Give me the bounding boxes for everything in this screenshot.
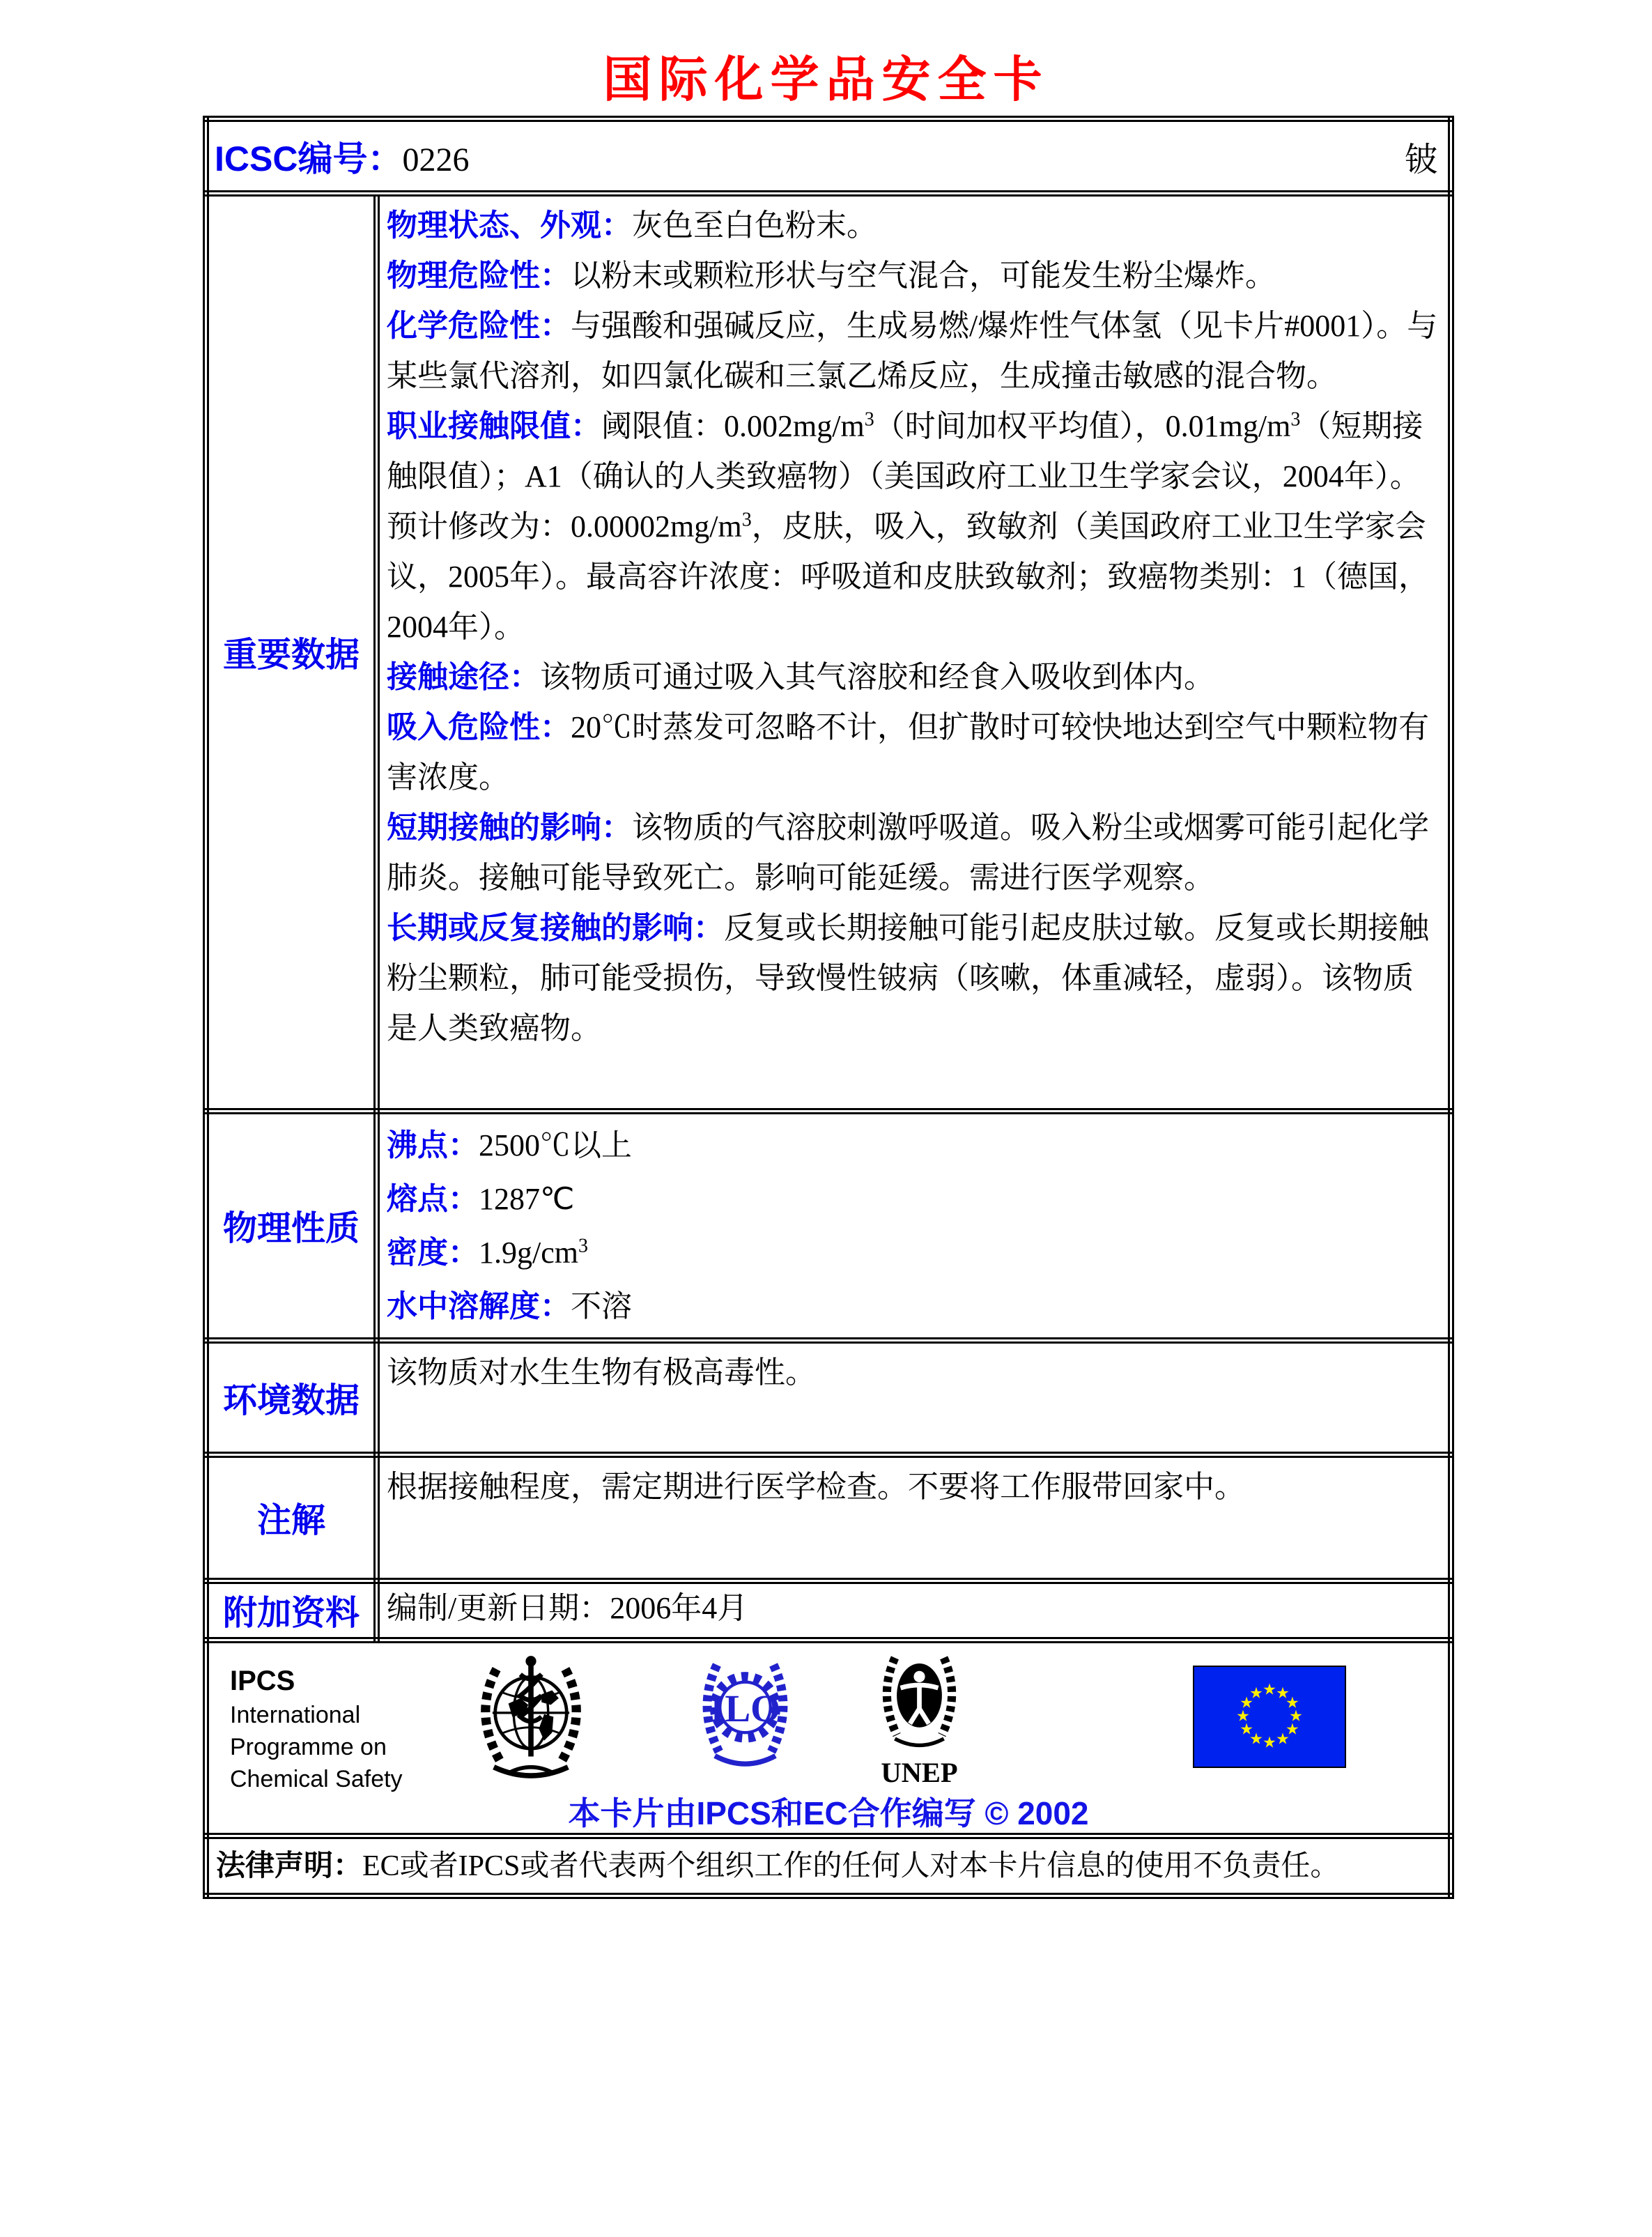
item-text: 1.9g/cm bbox=[479, 1236, 578, 1270]
item-text: 1287℃ bbox=[479, 1182, 575, 1216]
copyright-line: 本卡片由IPCS和EC合作编写 © 2002 bbox=[568, 1795, 1089, 1831]
environmental-data-row bbox=[206, 1341, 1451, 1455]
important-data-content bbox=[377, 194, 1451, 1112]
item-label: 接触途径： bbox=[387, 660, 540, 694]
item-additional-info bbox=[387, 1588, 1439, 1629]
important-data-row bbox=[206, 194, 1451, 1112]
ipcs-line: Programme on bbox=[230, 1734, 387, 1760]
item-melting-point bbox=[387, 1172, 1439, 1226]
superscript: 3 bbox=[1290, 408, 1301, 431]
item-water-solubility bbox=[387, 1279, 1439, 1333]
item-inhalation-risk bbox=[387, 702, 1439, 803]
item-text: （时间加权平均值），0.01mg/m bbox=[874, 409, 1291, 443]
item-label: 物理状态、外观： bbox=[387, 208, 632, 243]
legal-text: EC或者IPCS或者代表两个组织工作的任何人对本卡片信息的使用不负责任。 bbox=[362, 1850, 1340, 1882]
icsc-number-value: 0226 bbox=[402, 141, 470, 178]
item-label: 化学危险性： bbox=[387, 309, 571, 343]
header-row bbox=[206, 119, 1451, 194]
item-text: 20℃时蒸发可忽略不计，但扩散时可较快地达到空气中颗粒物有害浓度。 bbox=[387, 710, 1429, 794]
item-physical-danger bbox=[387, 251, 1439, 301]
item-text: 该物质对水生生物有极高毒性。 bbox=[387, 1355, 816, 1390]
environmental-data-content bbox=[377, 1341, 1451, 1455]
chemical-name: 铍 bbox=[1404, 141, 1438, 178]
section-label-notes: 注解 bbox=[206, 1455, 377, 1581]
item-physical-state bbox=[387, 201, 1439, 251]
ipcs-acronym: IPCS bbox=[230, 1666, 295, 1696]
unep-label: UNEP bbox=[881, 1757, 958, 1789]
item-text: 该物质可通过吸入其气溶胶和经食入吸收到体内。 bbox=[540, 660, 1214, 694]
ipcs-text-block bbox=[230, 1663, 403, 1795]
item-exposure-routes bbox=[387, 652, 1439, 702]
notes-row bbox=[206, 1455, 1451, 1581]
item-label: 长期或反复接触的影响： bbox=[387, 911, 724, 945]
icsc-card-table bbox=[203, 116, 1454, 1899]
section-label-important-data: 重要数据 bbox=[206, 194, 377, 1112]
header-cell bbox=[206, 119, 1451, 194]
item-density bbox=[387, 1226, 1439, 1279]
logos-row bbox=[206, 1640, 1451, 1836]
svg-text:ILO: ILO bbox=[709, 1687, 781, 1730]
item-text: 以粉末或颗粒形状与空气混合，可能发生粉尘爆炸。 bbox=[571, 259, 1276, 293]
item-long-term-effects bbox=[387, 903, 1439, 1054]
logos-cell bbox=[206, 1640, 1451, 1836]
physical-properties-row bbox=[206, 1112, 1451, 1341]
item-label: 密度： bbox=[387, 1236, 479, 1270]
item-boiling-point bbox=[387, 1118, 1439, 1172]
item-notes bbox=[387, 1462, 1439, 1512]
section-label-environmental-data: 环境数据 bbox=[206, 1341, 377, 1455]
ipcs-line: International bbox=[230, 1702, 361, 1728]
physical-properties-content bbox=[377, 1112, 1451, 1341]
item-text: 反复或长期接触可能引起皮肤过敏。反复或长期接触粉尘颗粒，肺可能受损伤，导致慢性铍病（咳嗽，体重减轻，虚弱）。该物质是人类致癌物。 bbox=[387, 911, 1429, 1045]
item-label: 水中溶解度： bbox=[387, 1289, 571, 1323]
additional-info-content bbox=[377, 1581, 1451, 1640]
item-label: 物理危险性： bbox=[387, 259, 571, 293]
item-text: ，皮肤，吸入，致敏剂（美国政府工业卫生学家会议，2005年）。最高容许浓度：呼吸道和皮肤致敏剂；致癌物类别：1（德国，2004年）。 bbox=[387, 509, 1429, 644]
item-environmental bbox=[387, 1348, 1439, 1398]
superscript: 3 bbox=[578, 1235, 588, 1257]
item-label: 编制/更新日期： bbox=[387, 1591, 610, 1625]
who-emblem-icon bbox=[465, 1649, 597, 1785]
item-label: 熔点： bbox=[387, 1182, 479, 1216]
legal-row bbox=[206, 1836, 1451, 1896]
item-label: 沸点： bbox=[387, 1128, 479, 1162]
legal-cell bbox=[206, 1836, 1451, 1896]
item-label: 职业接触限值： bbox=[387, 409, 601, 443]
item-text: 2006年4月 bbox=[610, 1591, 748, 1625]
notes-content bbox=[377, 1455, 1451, 1581]
eu-flag-icon bbox=[1193, 1666, 1346, 1768]
item-text: 该物质的气溶胶刺激呼吸道。吸入粉尘或烟雾可能引起化学肺炎。接触可能导致死亡。影响可能延缓。需进行医学观察。 bbox=[387, 810, 1429, 895]
superscript: 3 bbox=[741, 509, 752, 531]
section-label-physical-properties: 物理性质 bbox=[206, 1112, 377, 1341]
superscript: 3 bbox=[864, 408, 874, 431]
legal-label: 法律声明： bbox=[216, 1849, 363, 1882]
icsc-number-group bbox=[215, 131, 469, 181]
item-chemical-danger bbox=[387, 301, 1439, 401]
section-label-additional-info: 附加资料 bbox=[206, 1581, 377, 1640]
item-text: 不溶 bbox=[571, 1289, 632, 1323]
ipcs-line: Chemical Safety bbox=[230, 1766, 403, 1792]
additional-info-row bbox=[206, 1581, 1451, 1640]
item-label: 吸入危险性： bbox=[387, 710, 571, 744]
icsc-number-label: ICSC编号： bbox=[215, 139, 403, 178]
item-short-term-effects bbox=[387, 803, 1439, 903]
item-text: 根据接触程度，需定期进行医学检查。不要将工作服带回家中。 bbox=[387, 1470, 1245, 1504]
item-text: 阈限值：0.002mg/m bbox=[601, 409, 865, 443]
item-text: 灰色至白色粉末。 bbox=[632, 208, 877, 243]
unep-emblem-icon bbox=[872, 1650, 966, 1790]
item-text: （短期接触限值）；A1（确认的人类致癌物）（美国政府工业卫生学家会议，2004年）。预计修改为：0.00002mg/m bbox=[387, 409, 1423, 544]
item-label: 短期接触的影响： bbox=[387, 810, 632, 845]
item-text: 与强酸和强碱反应，生成易燃/爆炸性气体氢（见卡片#0001）。与某些氯代溶剂，如四氯化碳和三氯乙烯反应，生成撞击敏感的混合物。 bbox=[387, 309, 1438, 393]
item-occupational-limits bbox=[387, 401, 1439, 652]
ilo-emblem-icon bbox=[695, 1654, 796, 1776]
page-title: 国际化学品安全卡 bbox=[603, 52, 1049, 107]
item-text: 2500℃以上 bbox=[479, 1128, 632, 1162]
